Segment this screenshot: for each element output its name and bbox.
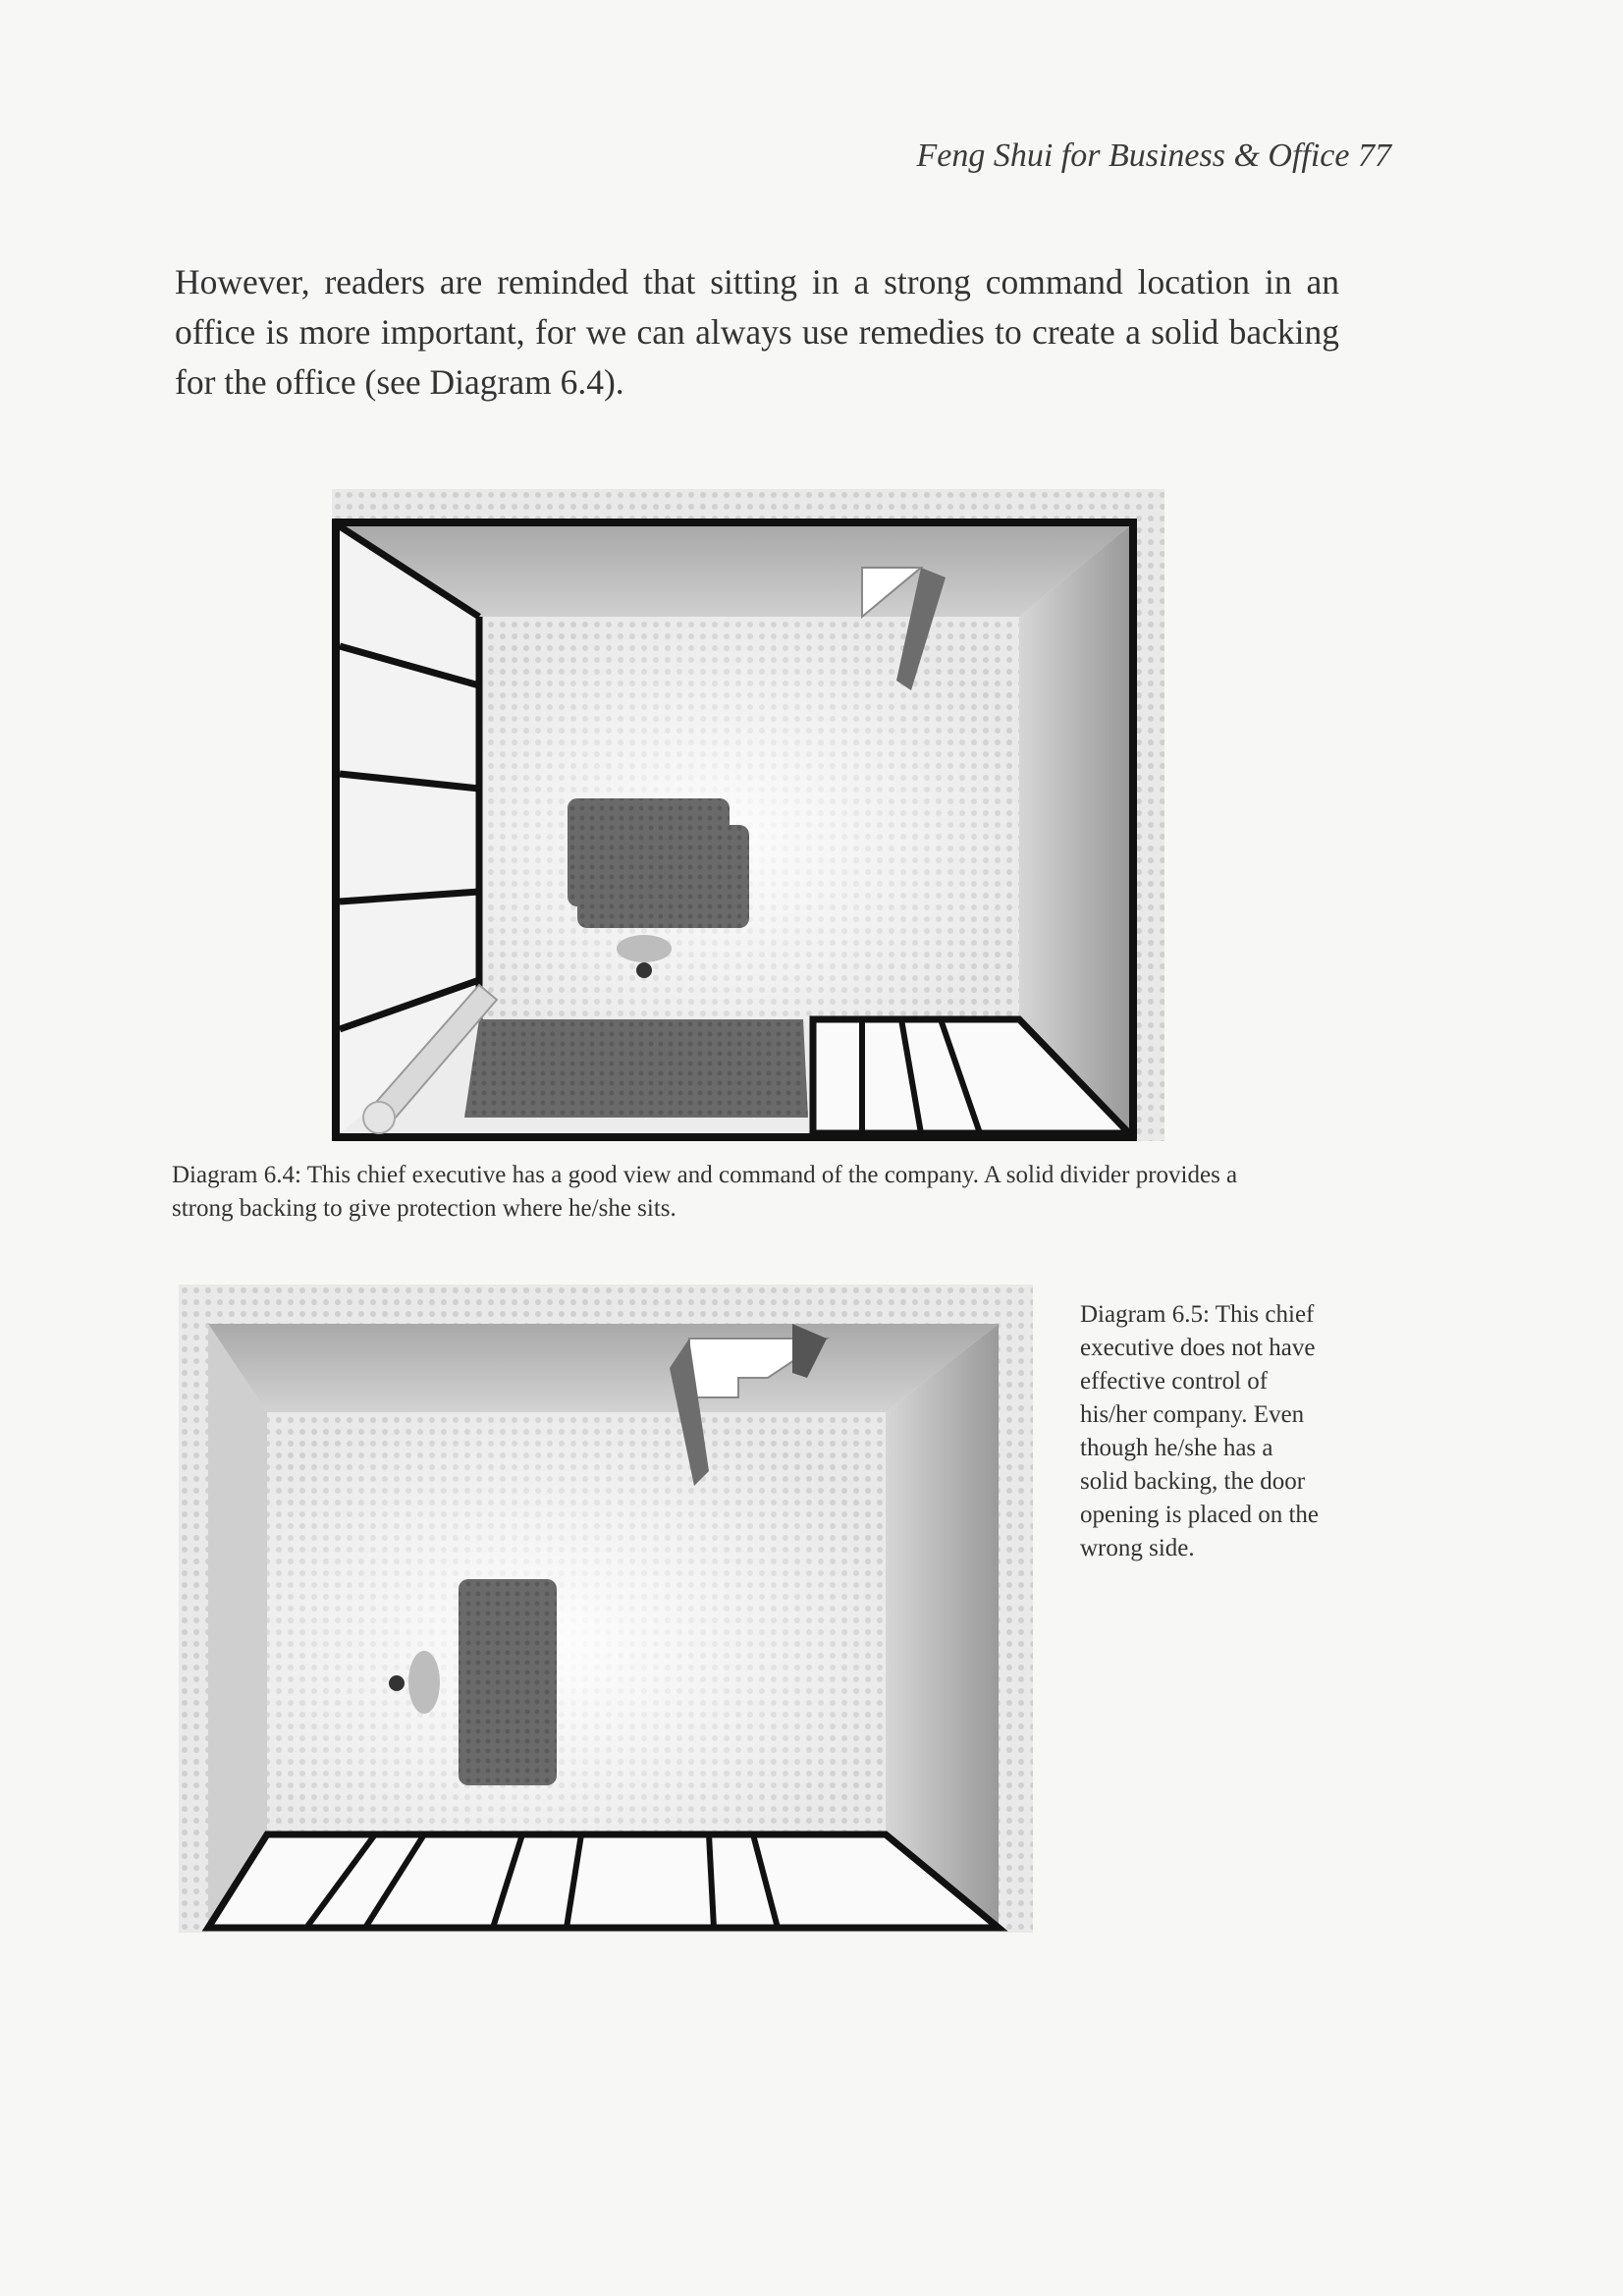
body-paragraph: However, readers are reminded that sitting in a strong command location in an office is more important, for we can always use remedies to create a solid backing for the office (see Diagram 6.4). <box>175 262 1339 402</box>
caption-diagram-6-4: Diagram 6.4: This chief executive has a good view and command of the company. A solid divider provides a strong backing to give protection where he/she sits. <box>172 1162 1238 1222</box>
caption-diagram-6-5: Diagram 6.5: This chief executive does not have effective control of his/her company. Even though he/she has a solid backing, the door opening is placed on the wrong side. <box>1080 1301 1319 1561</box>
office-illustration-6-5 <box>179 1285 1033 1933</box>
running-header: Feng Shui for Business & Office 77 <box>916 137 1391 174</box>
office-illustration-6-4 <box>332 489 1164 1141</box>
diagram-6-4 <box>332 489 1164 1141</box>
diagram-6-5 <box>179 1285 1033 1933</box>
